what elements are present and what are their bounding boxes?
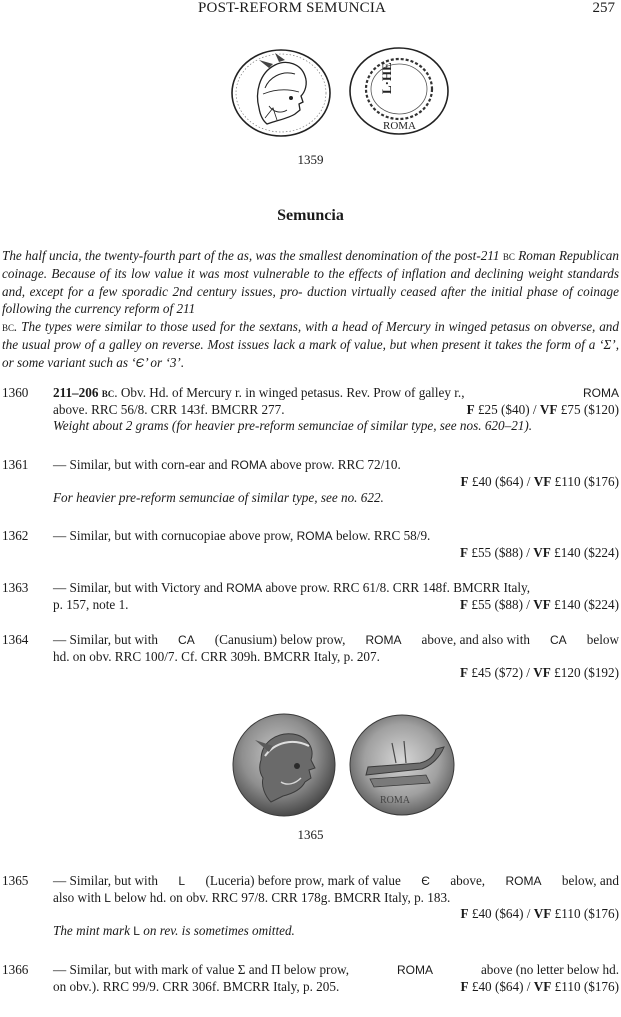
figure-caption-1365: 1365 (297, 827, 324, 842)
entry-number: 1365 (2, 873, 29, 888)
running-title: POST-REFORM SEMUNCIA (198, 0, 387, 16)
price-line: F £25 ($40) / VF £75 ($120) (466, 401, 619, 417)
coin-reverse-photo (348, 713, 456, 817)
page-number: 257 (592, 0, 615, 16)
running-header (0, 0, 621, 20)
price-line: F £45 ($72) / VF £120 ($192) (460, 665, 619, 681)
price-line: F £40 ($64) / VF £110 ($176) (460, 906, 619, 922)
entry-number: 1364 (2, 632, 29, 647)
price-line: F £55 ($88) / VF £140 ($224) (460, 544, 619, 560)
section-title: Semuncia (277, 207, 344, 224)
entry-number: 1363 (2, 580, 29, 595)
price-line: F £55 ($88) / VF £140 ($224) (460, 596, 619, 612)
intro-paragraph: The half uncia, the twenty-fourth part of the as, was the smallest denomination of the post-211 bc Roman Republican coinage. Because of its low value it was most vulnerable to the effects of inflation and declining weight standards and, except for a few sporadic 2nd century issues, pro- duction virtually ceased after the initial phase of coinage following the currency reform of 211 bc. The types were similar to those used for the sextans, with a head of Mercury in winged petasus on obverse, and the usual prow of a galley on reverse. Most issues lack a mark of value, but when present it takes the form of a ‘Σ’, or some variant such as ‘Є’ or ‘3’. (2, 248, 619, 370)
price-line: F £40 ($64) / VF £110 ($176) (460, 473, 619, 489)
entry-number: 1360 (2, 385, 29, 400)
coin-obverse-photo (231, 712, 337, 818)
entry-number: 1366 (2, 962, 29, 977)
reverse-legend-roma: ROMA (383, 120, 417, 132)
figure-caption-1359: 1359 (297, 152, 324, 167)
coin-reverse-drawing (347, 46, 451, 136)
entry-note: The mint mark L on rev. is sometimes omitted. (53, 922, 295, 938)
reverse-photo-legend: ROMA (380, 795, 411, 806)
entry-number: 1362 (2, 528, 29, 543)
reverse-vertical-legend: L·HE (379, 62, 394, 94)
entry-note: For heavier pre-reform semunciae of similar type, see no. 622. (53, 490, 384, 506)
entry-number: 1361 (2, 457, 29, 472)
coin-obverse-drawing (229, 48, 333, 138)
entry-note: Weight about 2 grams (for heavier pre-reform semunciae of similar type, see nos. 620–21). (53, 418, 533, 434)
price-line: F £40 ($64) / VF £110 ($176) (460, 978, 619, 994)
